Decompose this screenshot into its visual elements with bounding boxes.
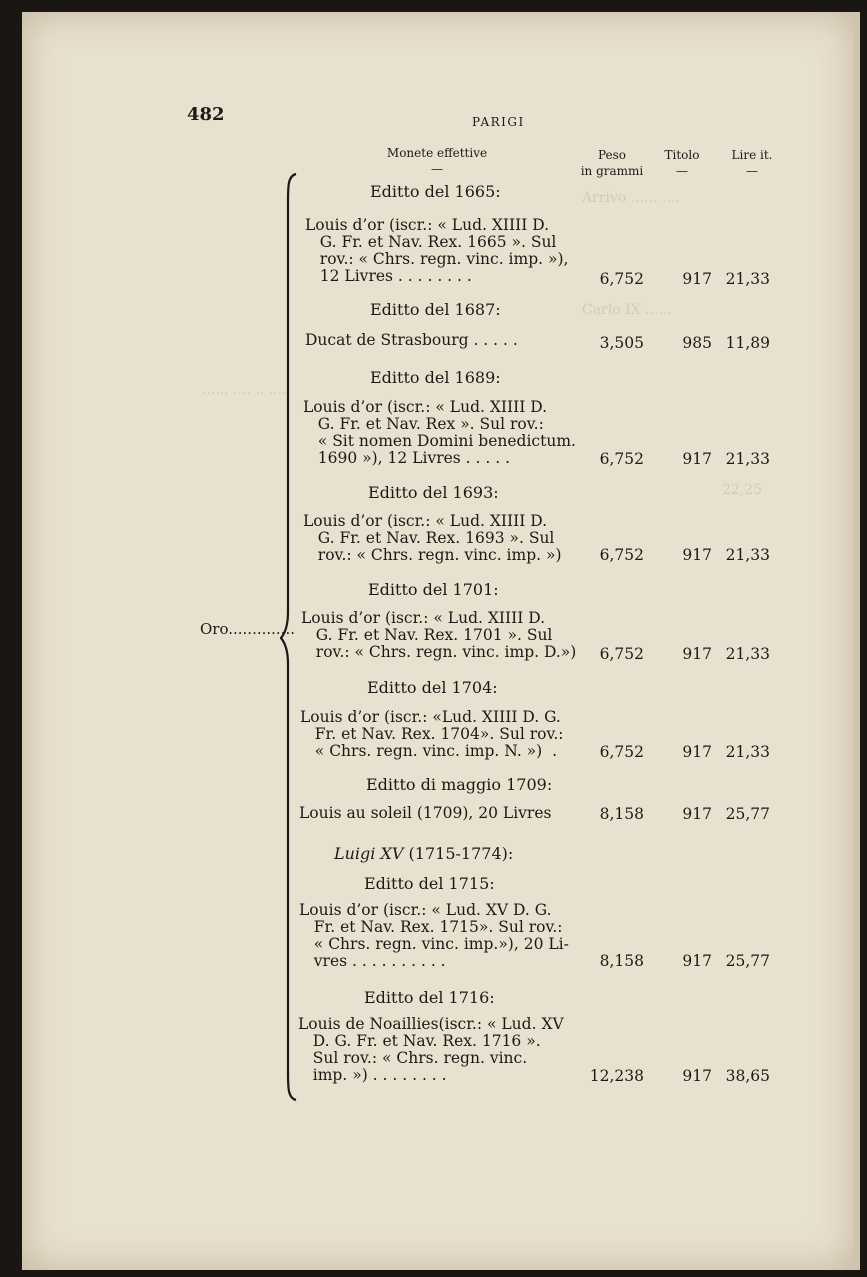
reign-heading: [334, 844, 513, 863]
coin-description: Louis au soleil (1709), 20 Livres: [299, 804, 552, 822]
peso-value: 6,752: [599, 645, 644, 663]
column-header-lire: [717, 147, 787, 179]
column-header-peso: [572, 147, 652, 179]
titolo-value: 985: [682, 334, 712, 352]
column-header-lire-dash: —: [746, 164, 758, 178]
curly-brace-icon: [280, 172, 300, 1102]
metal-label-gold: Oro..............: [200, 620, 295, 638]
section-heading: Editto di maggio 1709:: [366, 775, 553, 794]
titolo-value: 917: [682, 645, 712, 663]
lire-value: 25,77: [725, 805, 770, 823]
column-header-titolo: [657, 147, 707, 179]
coin-description: Louis d’or (iscr.: « Lud. XIIII D. G. Fr. et Nav. Rex. 1701 ». Sul rov.: « Chrs. regn. vinc. imp. D.»): [301, 609, 577, 661]
lire-value: 11,89: [725, 334, 770, 352]
section-heading: Editto del 1689:: [370, 368, 501, 387]
lire-value: 38,65: [725, 1067, 770, 1085]
coin-description: Louis d’or (iscr.: « Lud. XIIII D. G. Fr. et Nav. Rex ». Sul rov.: « Sit nomen Domini benedictum. 1690 »), 12 Livres . . . . .: [303, 398, 576, 467]
column-header-titolo-dash: —: [676, 164, 688, 178]
peso-value: 6,752: [599, 450, 644, 468]
titolo-value: 917: [682, 1067, 712, 1085]
bleed-through-text: Carlo IX ......: [582, 302, 672, 318]
peso-value: 8,158: [599, 805, 644, 823]
column-header-lire-label: Lire it.: [731, 148, 773, 162]
titolo-value: 917: [682, 270, 712, 288]
coin-description: Louis d’or (iscr.: « Lud. XV D. G. Fr. et Nav. Rex. 1715». Sul rov.: « Chrs. regn. vinc. imp.»), 20 Li- vres . . . . . . . . . .: [299, 901, 569, 970]
coin-description: Louis d’or (iscr.: « Lud. XIIII D. G. Fr. et Nav. Rex. 1665 ». Sul rov.: « Chrs. regn. vinc. imp. »), 12 Livres . . . . . . . .: [305, 216, 569, 285]
coin-description: Louis de Noaillies(iscr.: « Lud. XV D. G. Fr. et Nav. Rex. 1716 ». Sul rov.: « Chrs. regn. vinc. imp. ») . . . . . . . .: [298, 1015, 564, 1084]
titolo-value: 917: [682, 450, 712, 468]
bleed-through-text: 22,25: [722, 482, 763, 498]
titolo-value: 917: [682, 805, 712, 823]
lire-value: 21,33: [725, 546, 770, 564]
section-heading: Editto del 1704:: [367, 678, 498, 697]
column-header-coins-label: Monete effettive: [386, 146, 488, 160]
lire-value: 21,33: [725, 645, 770, 663]
peso-value: 6,752: [599, 546, 644, 564]
lire-value: 21,33: [725, 270, 770, 288]
peso-value: 6,752: [599, 743, 644, 761]
section-heading: Editto del 1693:: [368, 483, 499, 502]
titolo-value: 917: [682, 743, 712, 761]
column-header-coins: [362, 145, 512, 177]
coin-description: Ducat de Strasbourg . . . . .: [305, 331, 518, 349]
section-heading: Editto del 1701:: [368, 580, 499, 599]
reign-name: Luigi XV: [334, 844, 404, 863]
coin-description: Louis d’or (iscr.: «Lud. XIIII D. G. Fr. et Nav. Rex. 1704». Sul rov.: « Chrs. regn. vinc. imp. N. ») .: [300, 708, 564, 760]
column-header-peso-label: Peso: [597, 148, 627, 162]
peso-value: 3,505: [599, 334, 644, 352]
running-head: PARIGI: [472, 115, 525, 129]
section-heading: Editto del 1716:: [364, 988, 495, 1007]
peso-value: 8,158: [599, 952, 644, 970]
lire-value: 21,33: [725, 743, 770, 761]
lire-value: 25,77: [725, 952, 770, 970]
peso-value: 6,752: [599, 270, 644, 288]
titolo-value: 917: [682, 546, 712, 564]
column-header-coins-dash: —: [431, 162, 443, 176]
peso-value: 12,238: [589, 1067, 644, 1085]
bleed-through-text: ...... .... .. ....: [202, 382, 287, 398]
titolo-value: 917: [682, 952, 712, 970]
column-header-titolo-label: Titolo: [664, 148, 700, 162]
coin-description: Louis d’or (iscr.: « Lud. XIIII D. G. Fr. et Nav. Rex. 1693 ». Sul rov.: « Chrs. regn. vinc. imp. »): [303, 512, 562, 564]
reign-years: (1715-1774):: [408, 844, 514, 863]
section-heading: Editto del 1715:: [364, 874, 495, 893]
lire-value: 21,33: [725, 450, 770, 468]
section-heading: Editto del 1665:: [370, 182, 501, 201]
book-page: [22, 12, 860, 1270]
section-heading: Editto del 1687:: [370, 300, 501, 319]
page-number: 482: [187, 104, 225, 125]
bleed-through-text: Arrivo ...... ....: [582, 190, 680, 206]
column-header-peso-sub: in grammi: [580, 164, 644, 178]
